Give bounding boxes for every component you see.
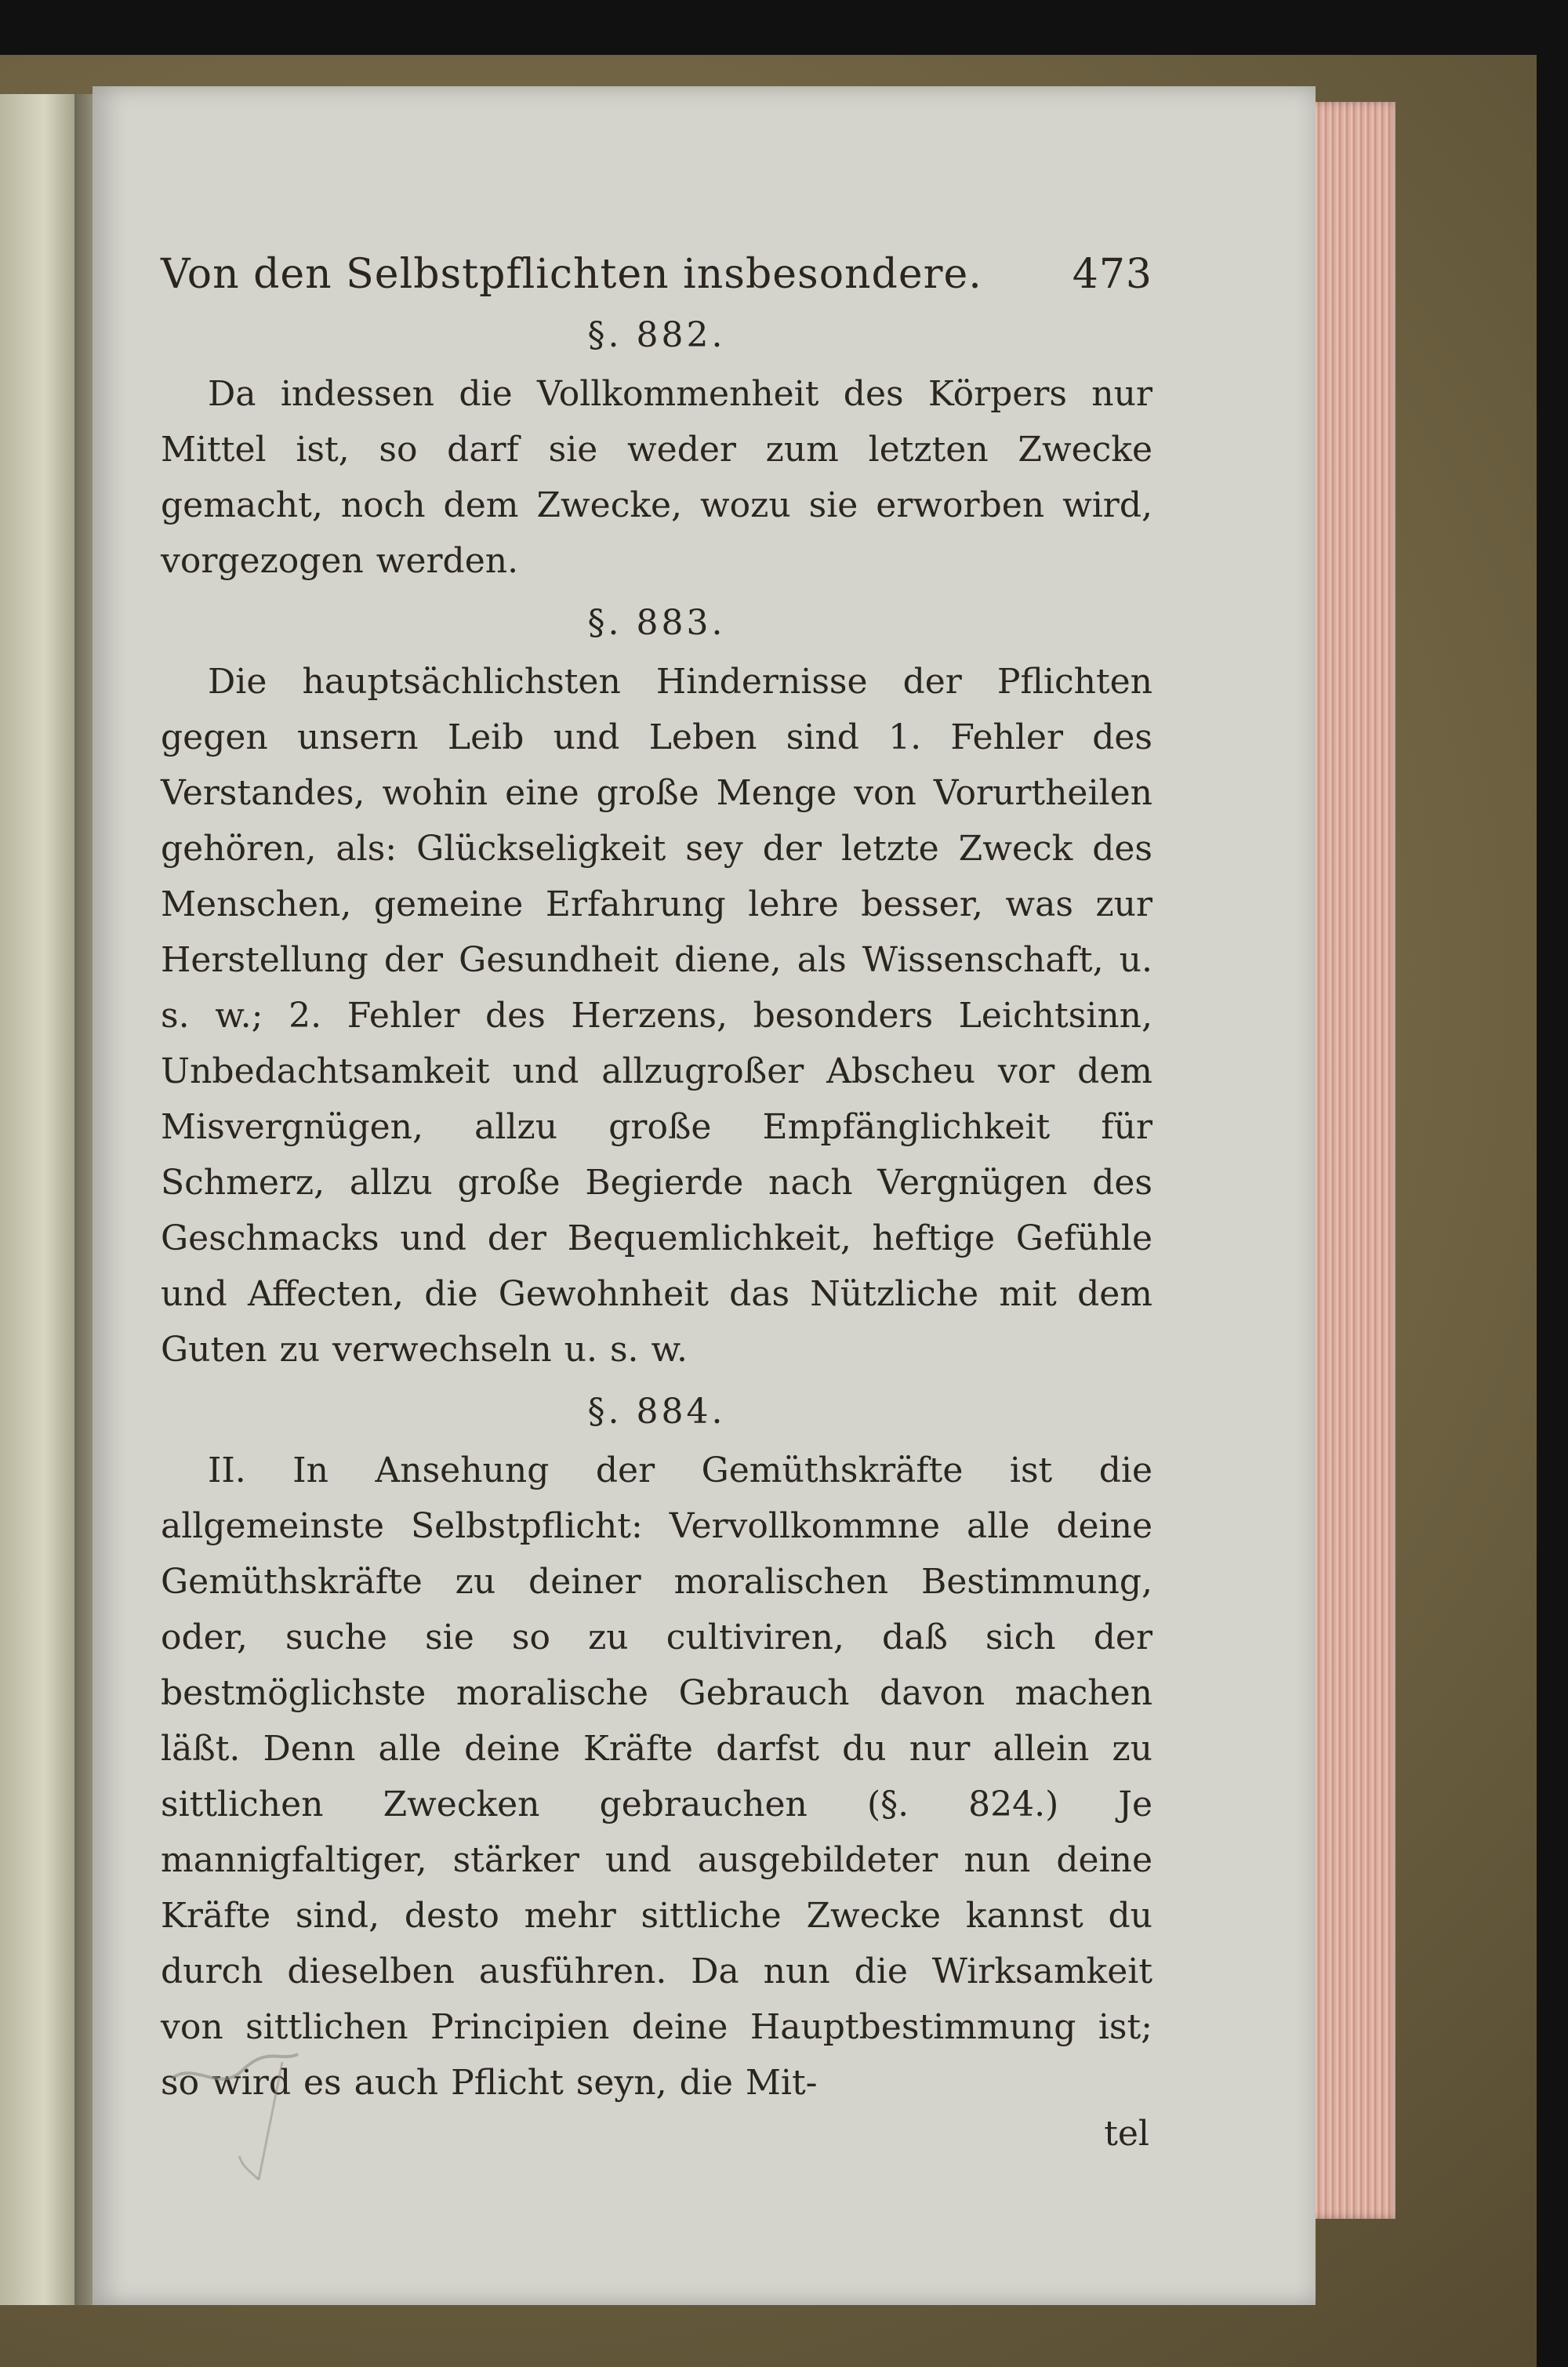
- running-header: [161, 251, 1152, 298]
- pencil-mark: [165, 2031, 337, 2195]
- section-text: II. In Ansehung der Gemüthskräfte ist die allgemeinste Selbstpflicht: Vervollkommne alle deine Gemüthskräfte zu deiner moralischen Bestimmung, oder, suche sie so zu cultiviren, daß sich der bestmöglichste moralische Gebrauch davon machen läßt. Denn alle deine Kräfte darfst du nur allein zu sittlichen Zwecken gebrauchen (§. 824.) Je mannigfaltiger, stärker und ausgebildeter nun deine Kräfte sind, desto mehr sittliche Zwecke kannst du durch dieselben ausführen. Da nun die Wirksamkeit von sittlichen Principien deine Hauptbestimmung ist; so wird es auch Pflicht seyn, die Mit-: [161, 1450, 1152, 2103]
- section-883: [161, 603, 1152, 1378]
- running-title: Von den Selbstpflichten insbesondere.: [161, 251, 982, 298]
- section-text: Die hauptsächlichsten Hindernisse der Pflichten gegen unsern Leib und Leben sind 1. Fehler des Verstandes, wohin eine große Menge von Vorurtheilen gehören, als: Glückseligkeit sey der letzte Zweck des Menschen, gemeine Erfahrung lehre besser, was zur Herstellung der Gesundheit diene, als Wissenschaft, u. s. w.; 2. Fehler des Herzens, besonders Leichtsinn, Unbedachtsamkeit und allzugroßer Abscheu vor dem Misvergnügen, allzu große Empfänglichkeit für Schmerz, allzu große Begierde nach Vergnügen des Geschmacks und der Bequemlichkeit, heftige Gefühle und Affecten, die Gewohnheit das Nützliche mit dem Guten zu verwechseln u. s. w.: [161, 662, 1152, 1370]
- catchword: tel: [1104, 2114, 1149, 2154]
- section-number: §. 882.: [587, 315, 726, 355]
- section-884: [161, 1392, 1152, 2111]
- left-page-edge: [0, 94, 74, 2305]
- section-number: §. 884.: [587, 1392, 726, 1432]
- page-content: [161, 251, 1152, 2154]
- section-text: Da indessen die Vollkommenheit des Körpers nur Mittel ist, so darf sie weder zum letzten Zwecke gemacht, noch dem Zwecke, wozu sie erworben wird, vorgezogen werden.: [161, 374, 1152, 581]
- section-882: [161, 315, 1152, 589]
- page-number: 473: [1072, 251, 1152, 298]
- section-number: §. 883.: [587, 603, 726, 643]
